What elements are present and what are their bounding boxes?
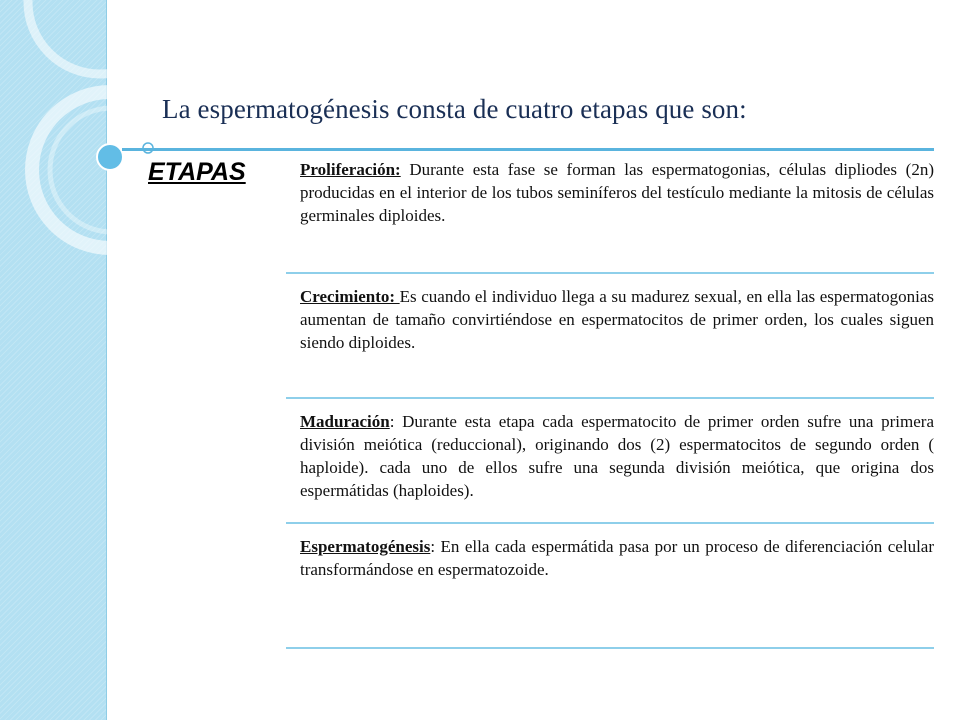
stage-text: : En ella cada espermátida pasa por un proceso de diferenciación celular transformándose en espermatozoide. bbox=[300, 537, 934, 579]
stage-proliferacion bbox=[300, 158, 934, 227]
stage-text: Durante esta fase se forman las espermatogonias, células dipliodes (2n) producidas en el interior de los tubos seminíferos del testículo mediante la mitosis de células germinales diploides. bbox=[300, 160, 934, 225]
stage-espermatogenesis bbox=[300, 535, 934, 581]
stage-separator bbox=[286, 272, 934, 274]
stage-term: Proliferación: bbox=[300, 160, 401, 179]
stage-text: : Durante esta etapa cada espermatocito de primer orden sufre una primera división meiótica (reduccional), originando dos (2) espermatocitos de segundo orden ( haploide). cada uno de ellos sufre una segunda división meiótica, que origina dos espermátidas (haploides). bbox=[300, 412, 934, 500]
stage-term: Maduración bbox=[300, 412, 390, 431]
stage-maduracion bbox=[300, 410, 934, 502]
stage-term: Crecimiento: bbox=[300, 287, 400, 306]
etapas-heading: ETAPAS bbox=[148, 158, 246, 186]
side-decor-panel bbox=[0, 0, 107, 720]
stage-separator bbox=[286, 397, 934, 399]
stage-separator bbox=[286, 647, 934, 649]
stage-crecimiento bbox=[300, 285, 934, 354]
stage-term: Espermatogénesis bbox=[300, 537, 431, 556]
title-underline-rule bbox=[122, 148, 934, 151]
stage-text: Es cuando el individuo llega a su madurez sexual, en ella las espermatogonias aumentan de tamaño convirtiéndose en espermatocitos de primer orden, los cuales siguen siendo diploides. bbox=[300, 287, 934, 352]
slide-title: La espermatogénesis consta de cuatro etapas que son: bbox=[162, 94, 747, 124]
stage-separator bbox=[286, 522, 934, 524]
